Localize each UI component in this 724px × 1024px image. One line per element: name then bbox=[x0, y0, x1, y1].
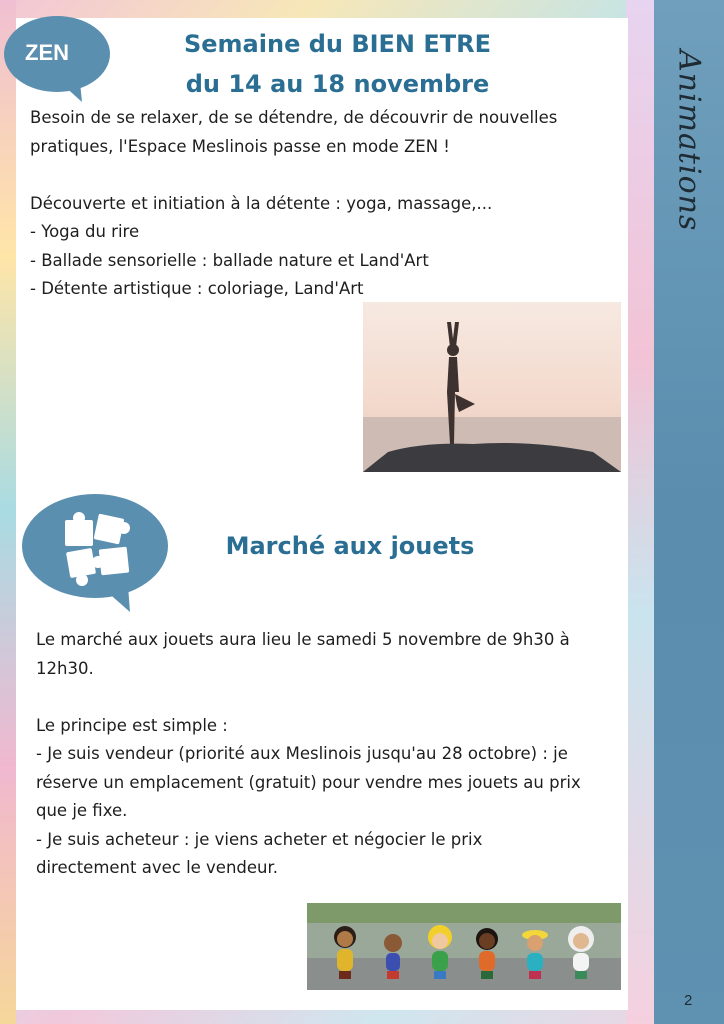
zen-body-text: Besoin de se relaxer, de se détendre, de découvrir de nouvelles pratiques, l'Espace Meslinois passe en mode ZEN ! Découverte et initiation à la détente : yoga, massage,... - Yoga du rire - Ballade sensorielle : ballade nature et Land'Art - Détente artistique : coloriage, Land'Art bbox=[30, 108, 558, 298]
page-number: 2 bbox=[684, 992, 693, 1009]
toys-photo bbox=[307, 903, 621, 990]
decorative-left-border bbox=[0, 0, 16, 1024]
decorative-right-border bbox=[626, 0, 654, 1024]
zen-badge: ZEN bbox=[25, 40, 69, 65]
market-title: Marché aux jouets bbox=[225, 532, 475, 560]
market-body-text: Le marché aux jouets aura lieu le samedi 5 novembre de 9h30 à 12h30. Le principe est simple : - Je suis vendeur (priorité aux Meslinois jusqu'au 28 octobre) : je réserve un emplacement (gratuit) pour vendre mes jouets au prix que je fixe. - Je suis acheteur : je viens acheter et négocier le prix directement avec le vendeur. bbox=[36, 630, 581, 877]
sidebar-title: Animations bbox=[671, 50, 707, 232]
section-title-line2: du 14 au 18 novembre bbox=[185, 70, 490, 98]
yoga-photo bbox=[363, 302, 621, 472]
puzzle-icon bbox=[20, 490, 170, 615]
section-title-line1: Semaine du BIEN ETRE bbox=[183, 30, 492, 58]
